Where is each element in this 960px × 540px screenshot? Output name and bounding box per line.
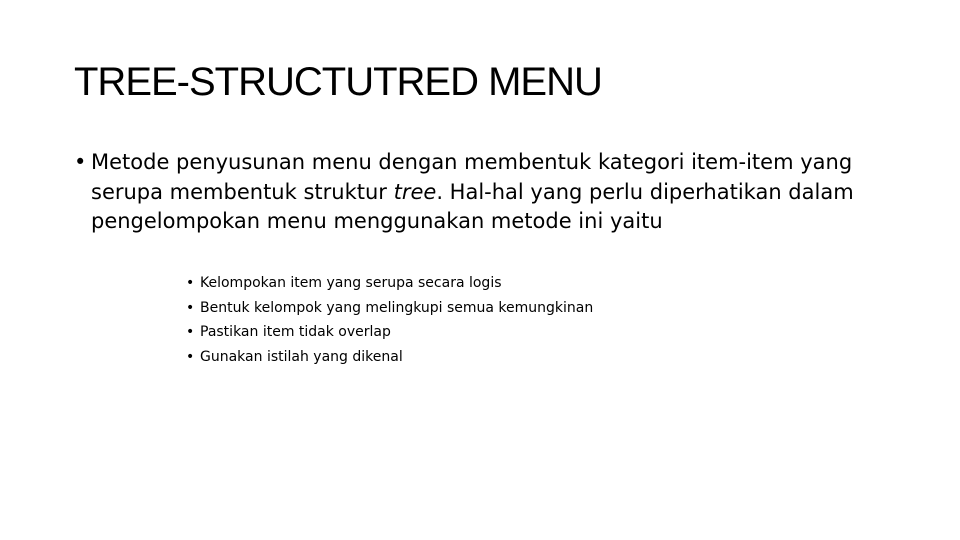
slide-title: TREE-STRUCTUTRED MENU — [74, 60, 602, 104]
bullet-icon: • — [186, 275, 195, 291]
sub-bullet-text: Kelompokan item yang serupa secara logis — [200, 275, 502, 291]
main-text-italic: tree — [393, 179, 437, 204]
sub-bullet-text: Gunakan istilah yang dikenal — [200, 348, 403, 365]
bullet-icon: • — [186, 348, 195, 365]
bullet-icon: • — [186, 299, 195, 316]
sub-bullet-item — [186, 345, 593, 370]
main-text-part-2: . Hal-hal yang perlu diperhatikan dalam pengelompokan menu menggunakan metode ini yaitu — [91, 179, 854, 233]
main-bullet-point — [74, 148, 894, 237]
sub-bullet-list — [186, 271, 593, 369]
sub-bullet-item — [186, 271, 593, 296]
sub-bullet-item — [186, 296, 593, 321]
sub-bullet-item — [186, 320, 593, 345]
main-text-part-1: Metode penyusunan menu dengan membentuk kategori item-item yang serupa membentuk struktur — [91, 150, 853, 204]
bullet-icon: • — [74, 150, 87, 174]
sub-bullet-text: Bentuk kelompok yang melingkupi semua kemungkinan — [200, 299, 594, 316]
sub-bullet-text: Pastikan item tidak overlap — [200, 324, 391, 340]
main-bullet-text — [91, 148, 894, 237]
bullet-icon: • — [186, 324, 195, 340]
